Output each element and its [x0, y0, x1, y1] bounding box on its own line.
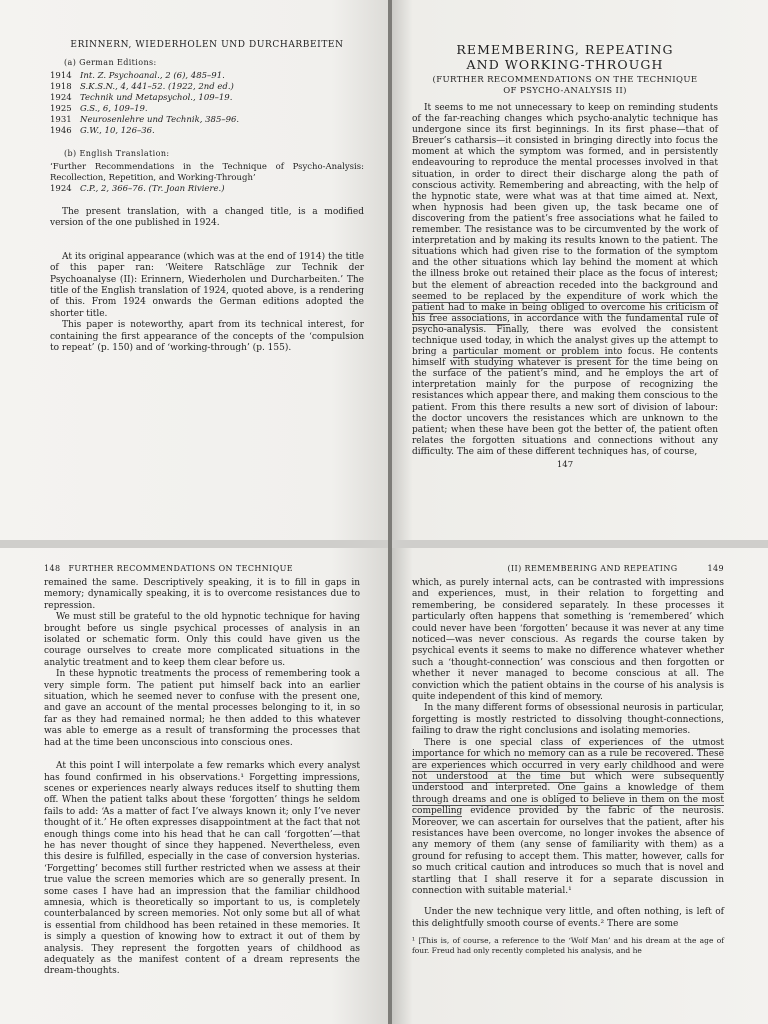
page-number: 148 — [44, 564, 61, 573]
edition-row: 1925 G.S., 6, 109–19. — [50, 104, 148, 114]
translation-note: The present translation, with a changed title, is a modified version of the one published in 1924. — [50, 207, 364, 229]
page-bottom-left — [0, 548, 390, 1024]
page-number: 147 — [556, 460, 574, 470]
running-head: ERINNERN, WIEDERHOLEN UND DURCHARBEITEN — [70, 40, 344, 50]
english-translation-title: ‘Further Recommendations in the Technique of Psycho-Analysis: Recollection, Repetition, and Working-Through’ — [50, 162, 364, 183]
original-title-note: At its original appearance (which was at the end of 1914) the title of this paper ran: ‘Weitere Ratschläge zur Technik der Psychoanalyse (II): Erinnern, Wiederholen und Durcharbeiten.’ The title of the English translation of 1924, quoted above, is a rendering of this. From 1924 onwards the German editions adopted the shorter title. — [50, 251, 364, 319]
edition-row: 1918 S.K.S.N., 4, 441–52. (1922, 2nd ed.) — [50, 82, 234, 92]
english-translation-heading: (b) English Translation: — [64, 149, 170, 158]
paragraph: We must still be grateful to the old hypnotic technique for having brought before us single psychical processes of analysis in an isolated or schematic form. Only this could have given us the courage ourselves to create more complicated situations in the analytic treatment and to keep them clear before us. — [44, 612, 360, 668]
paragraph: In the many different forms of obsessional neurosis in particular, forgetting is mostly restricted to dissolving thought-connections, failing to draw the right conclusions and isolating memories. — [412, 703, 724, 737]
chapter-title: REMEMBERING, REPEATING AND WORKING-THROUGH — [456, 42, 674, 72]
page-bottom-right — [390, 548, 768, 1024]
footnote: ¹ [This is, of course, a reference to the ‘Wolf Man’ and his dream at the age of four. Freud had only recently completed his analysis, and he — [412, 936, 724, 955]
edition-row: 1924 Technik und Metapsychol., 109–19. — [50, 93, 233, 103]
paragraph: There is one special class of experiences of the utmost importance for which no memory can as a rule be recovered. These are experiences which occurred in very early childhood and were not understood at the time but which were subsequently understood and interpreted. One gains a knowledge of them through dreams and one is obliged to believe in them on the most compelling evidence provided by the fabric of the neurosis. Moreover, we can ascertain for ourselves that the patient, after his resistances have been overcome, no longer invokes the absence of any memory of them (any sense of familiarity with them) as a ground for refusing to accept them. This matter, however, calls for so much critical caution and introduces so much that is novel and startling that I shall reserve it for a separate discussion in connection with suitable material.¹ — [412, 737, 725, 896]
german-editions-list — [50, 71, 364, 137]
german-editions-heading: (a) German Editions: — [64, 58, 157, 67]
paragraph: In these hypnotic treatments the process of remembering took a very simple form. The patient put himself back into an earlier situation, which he seemed never to confuse with the present one, and gave an account of the mental processes belonging to it, in so far as they had remained normal; he then added to this whatever was able to emerge as a result of transforming the processes that had at the time been unconscious into conscious ones. — [44, 669, 360, 748]
edition-row: 1914 Int. Z. Psychoanal., 2 (6), 485–91. — [50, 71, 225, 81]
underlined-passage: seemed to be replaced by the expenditure of work which the patient had to make in being obliged to overcome his criticism of his free associations, — [412, 291, 718, 324]
paragraph: At this point I will interpolate a few remarks which every analyst has found confirmed in his observations.¹ Forgetting impressions, scenes or experiences nearly always reduces itself to shutting them off. When the patient talks about these ‘forgotten’ things he seldom fails to add: ‘As a matter of fact I’ve always known it; only I’ve never thought of it.’ He often expresses disappointment at the fact that not enough things come into his head that he can call ‘forgotten’—that he has never thought of since they happened. Nevertheless, even this desire is fulfilled, especially in the case of conversion hysterias. ‘Forgetting’ becomes still further restricted when we assess at their true value the screen memories which are so generally present. In some cases I have had an impression that the familiar childhood amnesia, which is theoretically so important to us, is completely counterbalanced by screen memories. Not only some but all of what is essential from childhood has been retained in these memories. It is simply a question of knowing how to extract it out of them by analysis. They represent the forgotten years of childhood as adequately as the manifest content of a dream represents the dream-thoughts. — [44, 761, 360, 977]
body-text: It seems to me not unnecessary to keep on reminding students of the far-reaching changes which psycho-analytic technique has undergone since its first beginnings. In its first phase—that of Breuer’s catharsis—it consisted in bringing directly into focus the moment at which the symptom was formed, and in persistently endeavouring to reproduce the mental processes involved in that situation, in order to direct their discharge along the path of conscious activity. Remembering and abreacting, with the help of the hypnotic state, were what was at that time aimed at. Next, when hypnosis had been given up, the task became one of discovering from the patient’s free associations what he failed to remember. The resistance was to be circumvented by the work of interpretation and by making its results known to the patient. The situations which had given rise to the formation of the symptom and the other situations which lay behind the moment at which the illness broke out retained their place as the focus of interest; but the element of abreaction receded into the background and seemed to be replaced by the expenditure of work which the patient had to make in being obliged to overcome his criticism of his free associations, in accordance with the fundamental rule of psycho-analysis. Finally, there was evolved the consistent technique used today, in which the analyst gives up the attempt to bring a particular moment or problem into focus. He contents himself with studying whatever is present for the time being on the surface of the patient’s mind, and he employs the art of interpretation mainly for the purpose of recognizing the resistances which appear there, and making them conscious to the patient. From this there results a new sort of division of labour: the doctor uncovers the resistances which are unknown to the patient; when these have been got the better of, the patient often relates the forgotten situations and connections without any difficulty. The aim of these different techniques has, of course, — [412, 103, 719, 457]
edition-row: 1946 G.W., 10, 126–36. — [50, 126, 155, 136]
paragraph: which, as purely internal acts, can be contrasted with impressions and experiences, must, in their relation to forgetting and remembering, be considered separately. In these processes it particularly often happens that something is ‘remembered’ which could never have been ‘forgotten’ because it was never at any time noticed—was never conscious. As regards the course taken by psychical events it seems to make no difference whatever whether such a ‘thought-connection’ was conscious and then forgotten or whether it never managed to become conscious at all. The conviction which the patient obtains in the course of his analysis is quite independent of this kind of memory. — [412, 578, 724, 703]
page-divider-horizontal — [0, 540, 768, 548]
page-top-left — [0, 0, 390, 540]
chapter-subtitle: (FURTHER RECOMMENDATIONS ON THE TECHNIQUE OF PSYCHO-ANALYSIS II) — [432, 75, 698, 96]
edition-row: 1931 Neurosenlehre und Technik, 385–96. — [50, 115, 240, 125]
book-gutter — [388, 0, 392, 1024]
underlined-passage: particular moment or problem into — [452, 347, 623, 358]
edition-row: 1924 C.P., 2, 366–76. (Tr. Joan Riviere.) — [50, 184, 225, 194]
paragraph: Under the new technique very little, and often nothing, is left of this delightfully smooth course of events.² There are some — [412, 907, 724, 929]
underlined-passage: with studying whatever is present for — [449, 358, 629, 369]
noteworthy-note: This paper is noteworthy, apart from its technical interest, for containing the first appearance of the concepts of the ‘compulsion to repeat’ (p. 150) and of ‘working-through’ (p. 155). — [50, 320, 364, 354]
running-head: 148 FURTHER RECOMMENDATIONS ON TECHNIQUE — [44, 564, 294, 573]
paragraph: remained the same. Descriptively speaking, it is to fill in gaps in memory; dynamically speaking, it is to overcome resistances due to repression. — [44, 578, 360, 611]
running-head: (II) REMEMBERING AND REPEATING 149 — [507, 564, 724, 573]
page-number: 149 — [707, 564, 724, 573]
underlined-passage: One gains a knowledge of them through dreams and one is obliged to believe in them on the most compelling — [412, 783, 724, 817]
page-top-right — [390, 0, 768, 540]
underlined-passage: class of experiences of the utmost importance for which no memory can as a rule be recovered. These are experiences which occurred in very early childhood and were not understood at the time but — [412, 737, 724, 782]
